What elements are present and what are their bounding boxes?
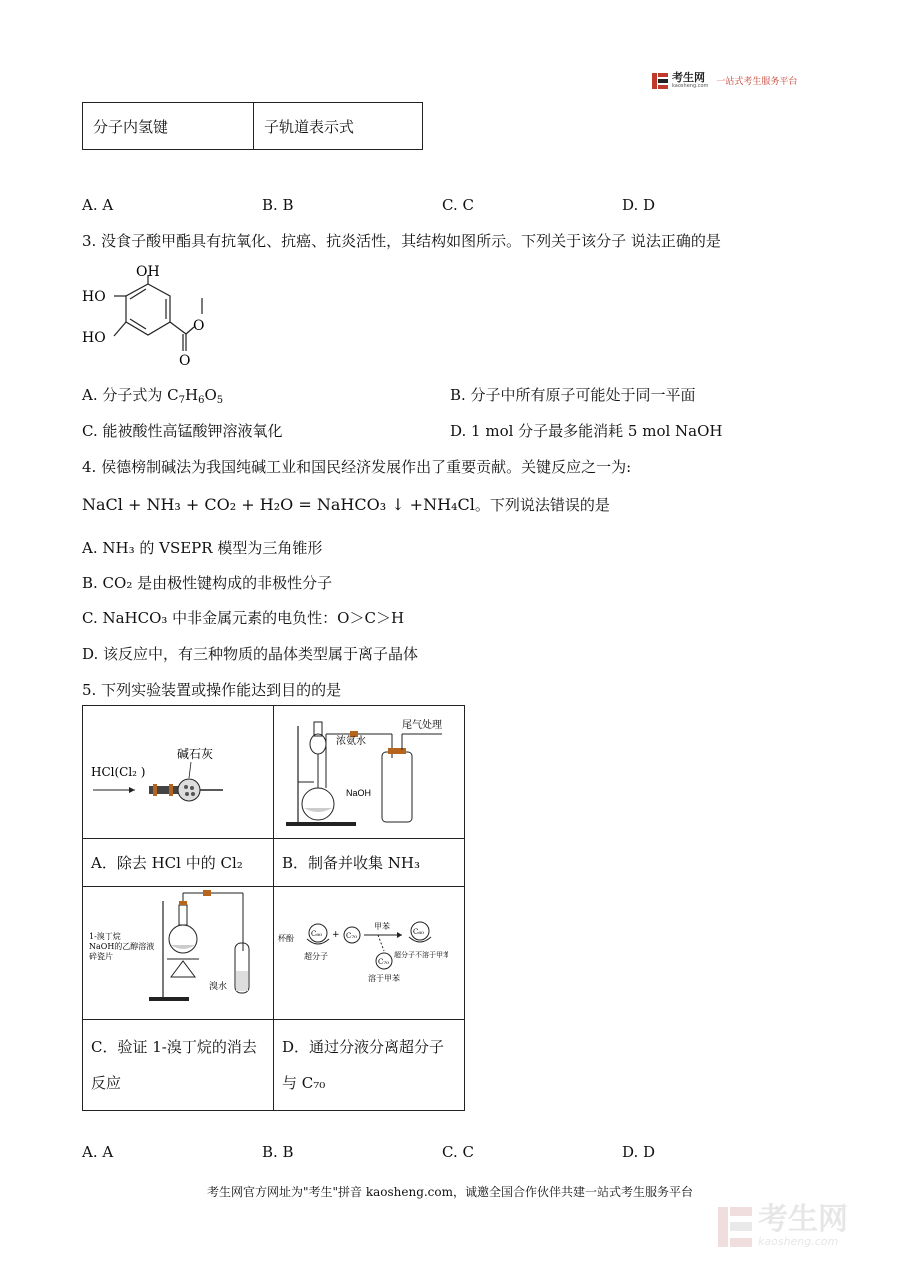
q3-option-d[interactable]: D. 1 mol 分子最多能消耗 5 mol NaOH bbox=[450, 422, 723, 440]
naoh-label: NaOH bbox=[346, 788, 372, 798]
insoluble-label: 超分子不溶于甲苯 bbox=[394, 951, 448, 959]
c60-label: C₆₀ bbox=[413, 928, 424, 936]
figure-a-drying-tube bbox=[83, 706, 257, 834]
q3-option-c[interactable]: C. 能被酸性高锰酸钾溶液氧化 bbox=[82, 422, 283, 440]
toluene-label: 甲苯 bbox=[374, 922, 390, 931]
ho-label: HO bbox=[82, 330, 106, 346]
q5-options bbox=[82, 1143, 802, 1161]
c70-label: C₇₀ bbox=[378, 958, 389, 966]
caption-a: A．除去 HCl 中的 Cl₂ bbox=[83, 839, 274, 887]
subscript: 5 bbox=[216, 395, 224, 406]
equation: NaCl + NH₃ + CO₂ + H₂O = NaHCO₃ ↓ +NH₄Cl bbox=[82, 495, 475, 514]
q4-option-d[interactable]: D. 该反应中，有三种物质的晶体类型属于离子晶体 bbox=[82, 645, 419, 663]
apparatus-label: 1-溴丁烷 bbox=[89, 932, 121, 941]
logo-slogan: 一站式考生服务平台 bbox=[716, 77, 798, 87]
supramolecule-label: 超分子 bbox=[304, 952, 328, 961]
figure-b-cell bbox=[274, 706, 465, 839]
q4-equation bbox=[82, 494, 610, 515]
subscript: 7 bbox=[178, 395, 185, 406]
apparatus-label: NaOH的乙醇溶液 bbox=[89, 942, 155, 951]
apparatus-label: 碎瓷片 bbox=[89, 952, 113, 961]
option-a-text: A. 分子式为 C bbox=[82, 386, 179, 404]
option-a-text: O bbox=[204, 386, 217, 404]
ester-oxygen-label: O bbox=[193, 318, 205, 334]
logo-icon bbox=[652, 73, 668, 89]
tail-gas-label: 尾气处理 bbox=[402, 720, 442, 731]
option-d[interactable]: D. D bbox=[622, 1143, 656, 1161]
c70-label: C₇₀ bbox=[346, 932, 357, 940]
q3-stem: 3. 没食子酸甲酯具有抗氧化、抗癌、抗炎活性，其结构如图所示。下列关于该分子 说法正确的是 bbox=[82, 232, 721, 250]
bromine-water-label: 溴水 bbox=[209, 982, 228, 992]
gas-label: HCl(Cl₂ ) bbox=[91, 765, 146, 779]
option-a[interactable]: A. A bbox=[82, 196, 114, 214]
figure-c-cell bbox=[83, 887, 274, 1020]
watermark-logo-icon bbox=[718, 1207, 752, 1247]
q4-option-c[interactable]: C. NaHCO₃ 中非金属元素的电负性：O＞C＞H bbox=[82, 609, 405, 627]
page-footer: 考生网官方网址为"考生"拼音 kaosheng.com，诚邀全国合作伙伴共建一站式考生服务平台 bbox=[206, 1185, 694, 1199]
watermark bbox=[718, 1202, 848, 1248]
continued-table bbox=[82, 102, 423, 150]
ho-label: HO bbox=[82, 289, 106, 305]
experiment-table bbox=[82, 705, 465, 1111]
figure-d-separation-scheme bbox=[274, 887, 448, 1015]
calixarene-label: 杯酚 bbox=[278, 934, 294, 943]
q4-option-a[interactable]: A. NH₃ 的 VSEPR 模型为三角锥形 bbox=[82, 539, 323, 557]
option-d[interactable]: D. D bbox=[622, 196, 656, 214]
caption-c: C．验证 1-溴丁烷的消去反应 bbox=[83, 1020, 274, 1111]
q3-option-a[interactable] bbox=[82, 384, 223, 406]
logo-domain: kaosheng.com bbox=[672, 83, 709, 89]
option-b[interactable]: B. B bbox=[262, 1143, 294, 1161]
caption-b: B．制备并收集 NH₃ bbox=[274, 839, 465, 887]
site-logo[interactable] bbox=[652, 72, 797, 89]
q2-options bbox=[82, 196, 802, 214]
c60-label: C₆₀ bbox=[311, 930, 322, 938]
svg-text:+: + bbox=[332, 930, 340, 940]
watermark-domain: kaosheng.com bbox=[758, 1235, 839, 1248]
dissolves-label: 溶于甲苯 bbox=[368, 974, 400, 983]
watermark-text: 考生网 bbox=[758, 1202, 848, 1237]
option-a[interactable]: A. A bbox=[82, 1143, 114, 1161]
option-a-text: H bbox=[185, 386, 199, 404]
caption-d: D．通过分液分离超分子与 C₇₀ bbox=[274, 1020, 465, 1111]
figure-b-ammonia-setup bbox=[274, 706, 448, 834]
subscript: 6 bbox=[198, 395, 205, 406]
figure-d-cell bbox=[274, 887, 465, 1020]
q3-option-b[interactable]: B. 分子中所有原子可能处于同一平面 bbox=[450, 386, 696, 404]
table-cell: 分子内氢键 bbox=[83, 103, 254, 150]
q5-stem: 5. 下列实验装置或操作能达到目的的是 bbox=[82, 681, 342, 699]
reagent-label: 碱石灰 bbox=[177, 747, 214, 761]
option-c[interactable]: C. C bbox=[442, 196, 474, 214]
methyl-gallate-structure bbox=[80, 258, 220, 373]
q4-option-b[interactable]: B. CO₂ 是由极性键构成的非极性分子 bbox=[82, 574, 333, 592]
reagent-label: 浓氨水 bbox=[336, 736, 366, 747]
table-cell: 子轨道表示式 bbox=[254, 103, 423, 150]
q4-stem: 4. 侯德榜制碱法为我国纯碱工业和国民经济发展作出了重要贡献。关键反应之一为: bbox=[82, 458, 632, 476]
logo-name: 考生网 bbox=[672, 71, 705, 84]
equation-tail: 。下列说法错误的是 bbox=[474, 496, 610, 514]
figure-a-cell bbox=[83, 706, 274, 839]
option-c[interactable]: C. C bbox=[442, 1143, 474, 1161]
figure-c-elimination-setup bbox=[83, 887, 257, 1015]
oh-label: OH bbox=[136, 264, 160, 280]
carbonyl-oxygen-label: O bbox=[179, 353, 191, 369]
option-b[interactable]: B. B bbox=[262, 196, 294, 214]
